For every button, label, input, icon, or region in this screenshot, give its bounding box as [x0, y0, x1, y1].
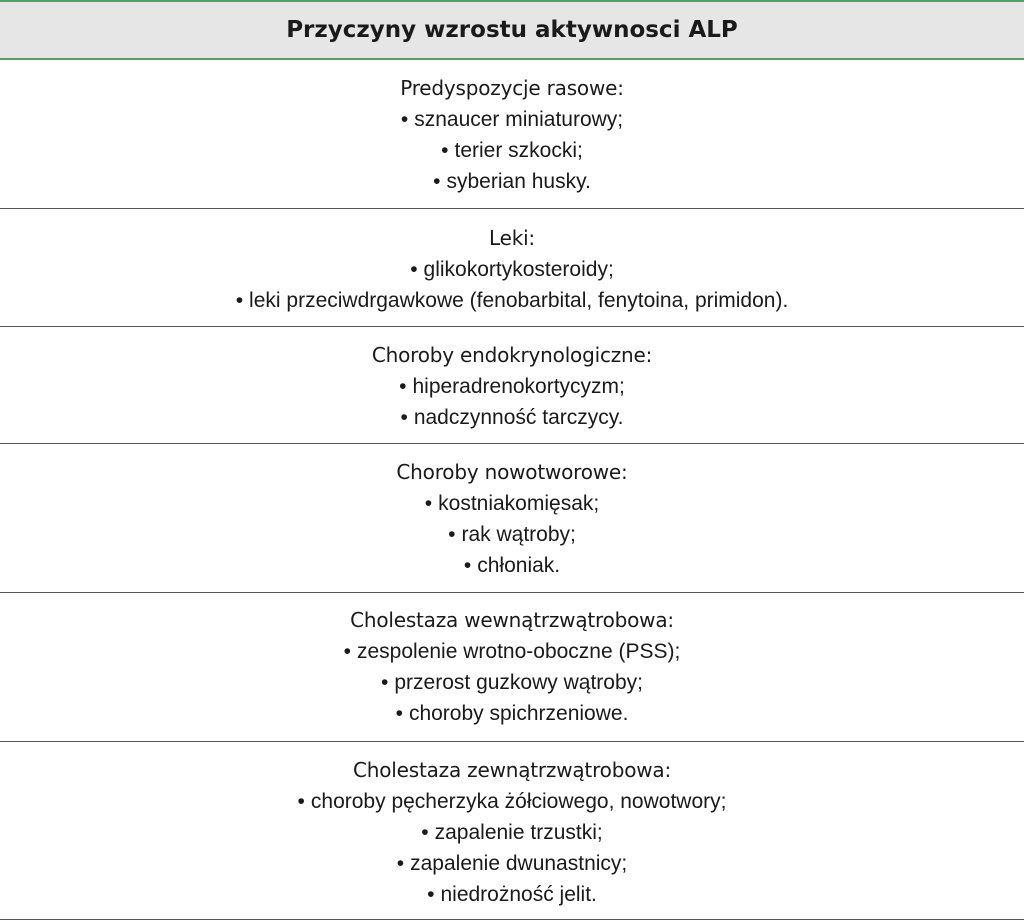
list-item: • choroby pęcherzyka żółciowego, nowotwory; [0, 786, 1024, 817]
bullet-icon: • [343, 640, 351, 663]
list-item: • zespolenie wrotno-oboczne (PSS); [0, 636, 1024, 667]
bullet-icon: • [448, 523, 456, 546]
section-heading: Choroby nowotworowe: [396, 460, 628, 484]
list-item: • zapalenie trzustki; [0, 817, 1024, 848]
table-title: Przyczyny wzrostu aktywnosci ALP [0, 0, 1024, 60]
bullet-icon: • [396, 852, 405, 875]
list-item: • kostniakomięsak; [0, 488, 1024, 519]
section-heading: Predyspozycje rasowe: [400, 76, 624, 100]
bullet-icon: • [297, 790, 305, 813]
bullet-icon: • [235, 289, 244, 312]
bullet-icon: • [400, 108, 409, 131]
section-extrahepatic-cholestasis [0, 742, 1024, 920]
section-breed-predisposition [0, 60, 1024, 209]
section-heading: Cholestaza wewnątrzwątrobowa: [350, 608, 674, 632]
bullet-icon: • [381, 671, 389, 694]
bullet-icon: • [427, 883, 435, 906]
list-item: • hiperadrenokortycyzm; [0, 371, 1024, 402]
bullet-icon: • [433, 170, 441, 193]
bullet-icon: • [421, 821, 429, 844]
section-heading: Cholestaza zewnątrzwątrobowa: [353, 758, 671, 782]
section-drugs [0, 209, 1024, 327]
list-item: • choroby spichrzeniowe. [0, 698, 1024, 729]
bullet-icon: • [424, 492, 433, 515]
bullet-icon: • [400, 406, 408, 429]
list-item: • sznaucer miniaturowy; [0, 104, 1024, 135]
section-neoplastic-diseases [0, 444, 1024, 593]
bullet-icon: • [399, 375, 407, 398]
list-item: • niedrożność jelit. [0, 879, 1024, 910]
bullet-icon: • [463, 554, 472, 577]
bullet-icon: • [395, 702, 403, 725]
list-item: • leki przeciwdrgawkowe (fenobarbital, fenytoina, primidon). [0, 285, 1024, 316]
section-intrahepatic-cholestasis [0, 593, 1024, 742]
bullet-icon: • [441, 139, 449, 162]
list-item: • zapalenie dwunastnicy; [0, 848, 1024, 879]
list-item: • glikokortykosteroidy; [0, 254, 1024, 285]
list-item: • nadczynność tarczycy. [0, 402, 1024, 433]
section-heading: Leki: [489, 226, 535, 250]
bullet-icon: • [410, 258, 418, 281]
section-heading: Choroby endokrynologiczne: [371, 343, 653, 367]
list-item: • chłoniak. [0, 550, 1024, 581]
list-item: • syberian husky. [0, 166, 1024, 197]
list-item: • terier szkocki; [0, 135, 1024, 166]
section-endocrine-diseases [0, 327, 1024, 444]
list-item: • rak wątroby; [0, 519, 1024, 550]
list-item: • przerost guzkowy wątroby; [0, 667, 1024, 698]
